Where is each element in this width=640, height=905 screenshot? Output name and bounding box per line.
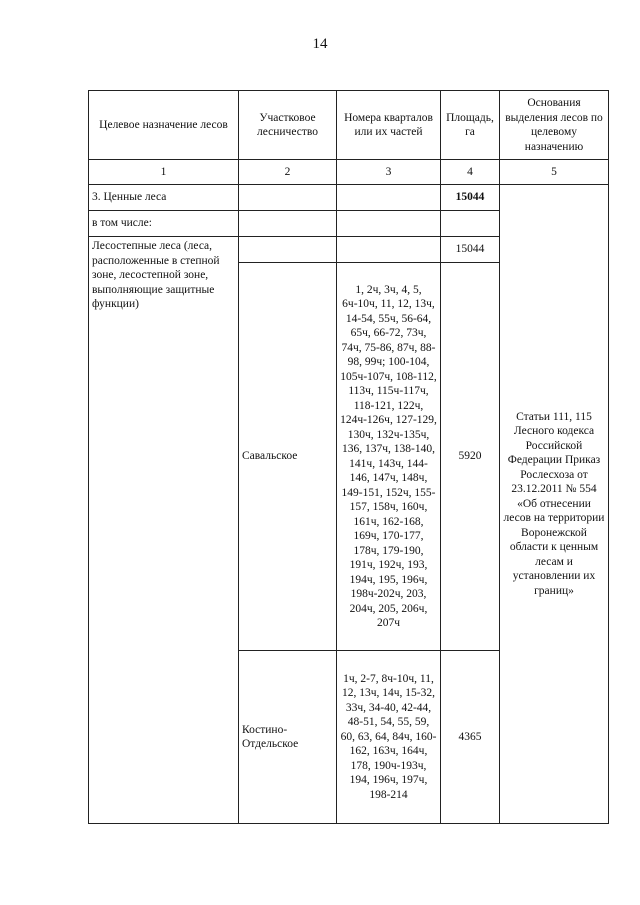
district-kostino: Костино-Отдельское bbox=[239, 651, 337, 824]
header-basis: Основания выделения лесов по целевому назначению bbox=[500, 91, 609, 160]
valuable-forests-label: 3. Ценные леса bbox=[89, 185, 239, 211]
header-district: Участковое лесничество bbox=[239, 91, 337, 160]
quarters-kostino: 1ч, 2-7, 8ч-10ч, 11, 12, 13ч, 14ч, 15-32, 33ч, 34-40, 42-44, 48-51, 54, 55, 59, 60, 63, 64, 84ч, 160-162, 163ч, 164ч, 178, 190ч-193ч, 194, 196ч, 197ч, 198-214 bbox=[337, 651, 441, 824]
header-area: Площадь, га bbox=[441, 91, 500, 160]
valuable-forests-area: 15044 bbox=[441, 185, 500, 211]
empty-cell bbox=[337, 211, 441, 237]
column-number: 2 bbox=[239, 160, 337, 185]
empty-cell bbox=[337, 185, 441, 211]
column-number-row bbox=[89, 160, 609, 185]
basis-cell: Статьи 111, 115 Лесного кодекса Российской Федерации Приказ Рослесхоза от 23.12.2011 № 554 «Об отнесении лесов на территории Воронежской области к ценным лесам и установлении их границ» bbox=[500, 185, 609, 824]
header-quarters: Номера кварталов или их частей bbox=[337, 91, 441, 160]
header-row bbox=[89, 91, 609, 160]
forest-steppe-label: Лесостепные леса (леса, расположенные в степной зоне, лесостепной зоне, выполняющие защитные функции) bbox=[89, 237, 239, 824]
quarters-savalskoe: 1, 2ч, 3ч, 4, 5, 6ч-10ч, 11, 12, 13ч, 14-54, 55ч, 56-64, 65ч, 66-72, 73ч, 74ч, 75-86, 87ч, 88-98, 99ч; 100-104, 105ч-107ч, 108-112, 113ч, 115ч-117ч, 118-121, 122ч, 124ч-126ч, 127-129, 130ч, 132ч-135ч, 136, 137ч, 138-140, 141ч, 143ч, 144-146, 147ч, 148ч, 149-151, 152ч, 155-157, 158ч, 160ч, 161ч, 162-168, 169ч, 170-177, 178ч, 179-190, 191ч, 192ч, 193, 194ч, 195, 196ч, 198ч-202ч, 203, 204ч, 205, 206ч, 207ч bbox=[337, 263, 441, 651]
header-purpose: Целевое назначение лесов bbox=[89, 91, 239, 160]
page-number: 14 bbox=[312, 36, 328, 52]
column-number: 1 bbox=[89, 160, 239, 185]
area-kostino: 4365 bbox=[441, 651, 500, 824]
forest-steppe-area: 15044 bbox=[441, 237, 500, 263]
district-savalskoe: Савальское bbox=[239, 263, 337, 651]
empty-cell bbox=[337, 237, 441, 263]
column-number: 4 bbox=[441, 160, 500, 185]
forest-purpose-table bbox=[88, 90, 609, 824]
empty-cell bbox=[239, 237, 337, 263]
column-number: 5 bbox=[500, 160, 609, 185]
empty-cell bbox=[441, 211, 500, 237]
column-number: 3 bbox=[337, 160, 441, 185]
table-row bbox=[89, 185, 609, 211]
empty-cell bbox=[239, 185, 337, 211]
area-savalskoe: 5920 bbox=[441, 263, 500, 651]
empty-cell bbox=[239, 211, 337, 237]
including-label: в том числе: bbox=[89, 211, 239, 237]
